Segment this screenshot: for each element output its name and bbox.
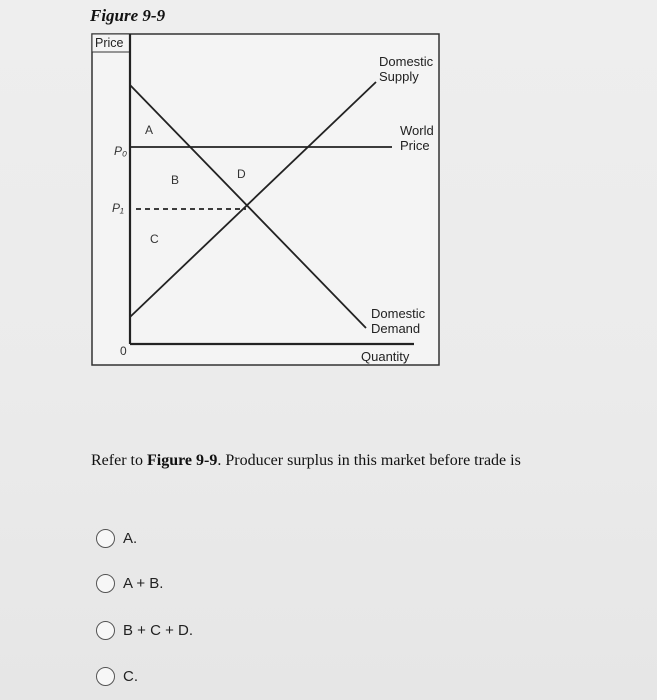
radio-button-icon[interactable] (96, 621, 115, 640)
axis-y-label: Price (95, 36, 124, 50)
radio-button-icon[interactable] (96, 667, 115, 686)
option-a[interactable] (96, 526, 137, 550)
option-a-plus-b[interactable] (96, 571, 163, 595)
option-a-label: A. (123, 529, 138, 547)
world-price-label-line2: Price (400, 138, 430, 153)
option-b-plus-c-plus-d-label: B + C + D. (123, 621, 194, 639)
origin-label: 0 (120, 344, 127, 358)
p1-label: P₁ (112, 201, 124, 215)
option-c-label: C. (123, 667, 138, 685)
option-c[interactable] (96, 664, 138, 688)
question-part1: Refer to (91, 452, 147, 469)
region-b-label: B (171, 173, 180, 187)
demand-label-line2: Demand (371, 321, 421, 336)
radio-button-icon[interactable] (96, 574, 115, 593)
demand-label-line1: Domestic (371, 306, 426, 321)
world-price-label-line1: World (400, 123, 434, 138)
region-c-label: C (150, 232, 159, 246)
region-a-label: A (145, 123, 154, 137)
question-figure-ref: Figure 9-9 (146, 452, 218, 469)
figure-title: Figure 9-9 (90, 6, 166, 25)
supply-label-line2: Supply (379, 69, 419, 84)
axis-x-label: Quantity (361, 349, 410, 364)
supply-label-line1: Domestic (379, 54, 434, 69)
region-d-label: D (237, 167, 246, 181)
question-part2: . Producer surplus in this market before trade is (217, 452, 521, 469)
option-b-plus-c-plus-d[interactable] (96, 618, 193, 642)
radio-button-icon[interactable] (96, 529, 115, 548)
option-a-plus-b-label: A + B. (123, 574, 164, 592)
question-text (91, 452, 631, 470)
p0-label: P₀ (114, 144, 128, 158)
